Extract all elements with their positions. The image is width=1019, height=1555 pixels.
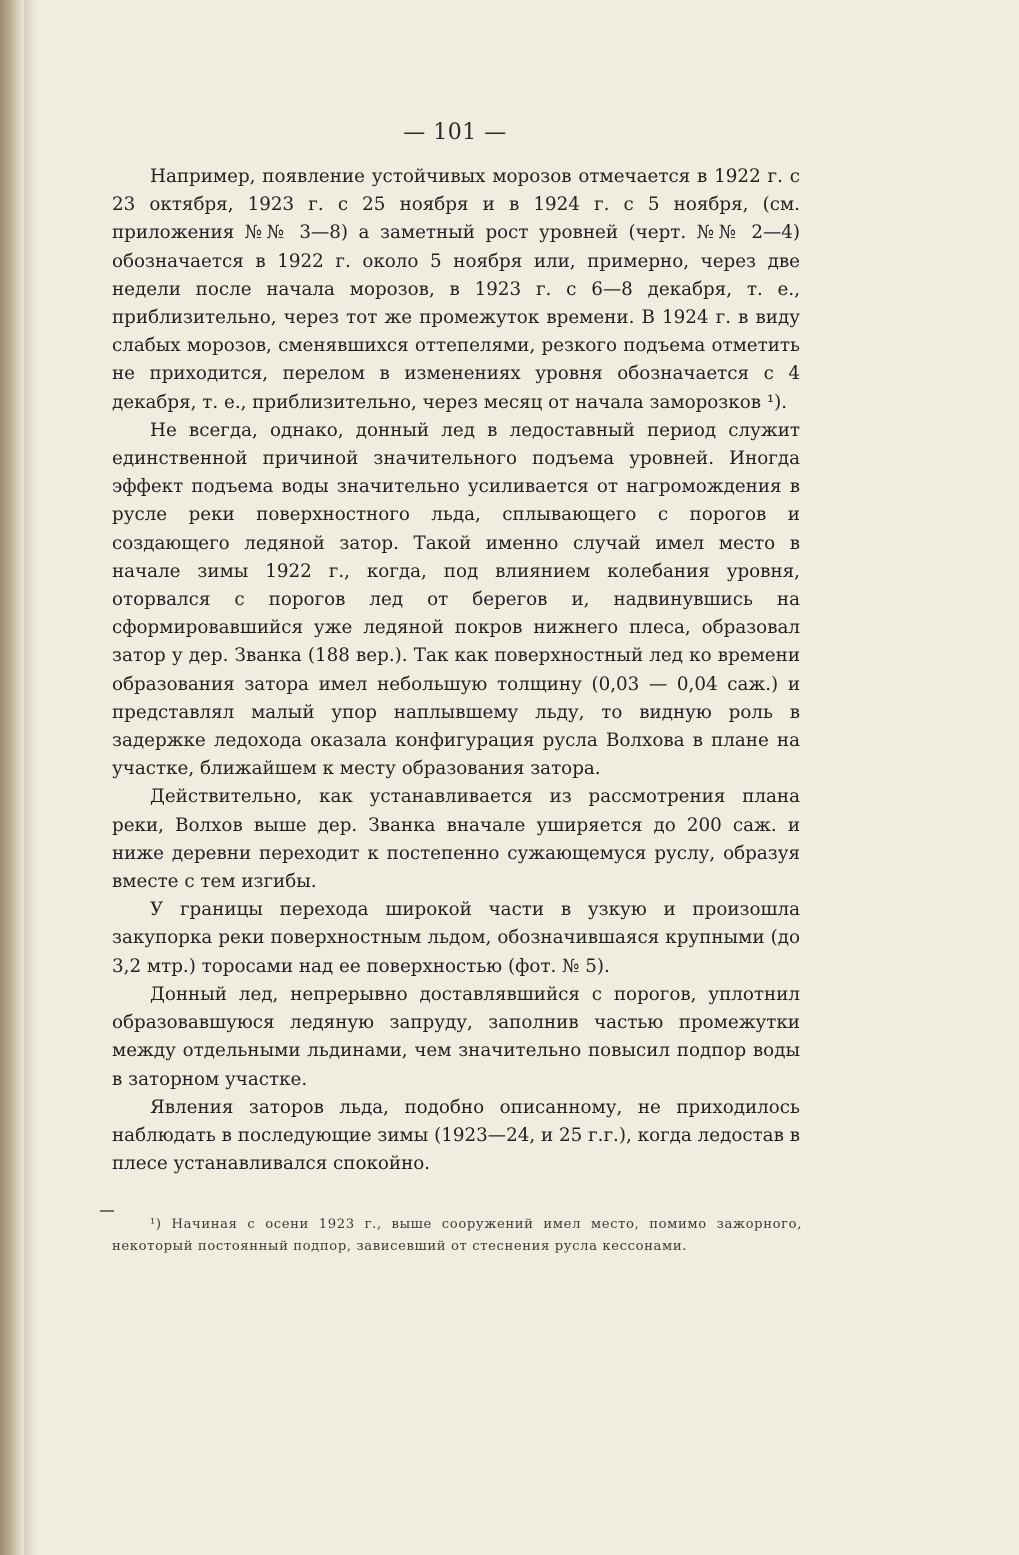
page-binding-shadow xyxy=(24,0,38,1555)
page-binding-edge xyxy=(0,0,24,1555)
paragraph-4: У границы перехода широкой части в узкую и произошла закупорка реки поверхностным льдом, обозначившаяся крупными (до 3,2 мтр.) торосами над ее поверхностью (фот. № 5). xyxy=(112,899,800,977)
paragraph-5: Донный лед, непрерывно доставлявшийся с порогов, уплотнил образовавшуюся ледяную запруду, заполнив частью промежутки между отдельными льдинами, чем значительно повысил подпор воды в заторном участке. xyxy=(112,983,800,1090)
paragraph-1: Например, появление устойчивых морозов отмечается в 1922 г. с 23 октября, 1923 г. с 25 ноября и в 1924 г. с 5 ноября, (см. приложения №№ 3—8) а заметный рост уровней (черт. №№ 2—4) обозначается в 1922 г. около 5 ноября или, примерно, через две недели после начала морозов, в 1923 г. с 6—8 декабря, т. е., приблизительно, через тот же промежуток времени. В 1924 г. в виду слабых морозов, сменявшихся оттепелями, резкого подъема отметить не приходится, перелом в изменениях уровня обозначается с 4 декабря, т. е., приблизительно, через месяц от начала заморозков ¹). xyxy=(112,166,800,413)
paragraph-3: Действительно, как устанавливается из рассмотрения плана реки, Волхов выше дер. Званка вначале уширяется до 200 саж. и ниже деревни переходит к постепенно сужающемуся руслу, образуя вместе с тем изгибы. xyxy=(112,786,800,893)
main-text xyxy=(112,163,800,1178)
footnote-separator xyxy=(100,1210,114,1212)
footnote: ¹) Начиная с осени 1923 г., выше сооружений имел место, помимо зажорного, некоторый постоянный подпор, зависевший от стеснения русла кессонами. xyxy=(112,1217,802,1254)
paragraph-2: Не всегда, однако, донный лед в ледоставный период служит единственной причиной значительного подъема уровней. Иногда эффект подъема воды значительно усиливается от нагромождения в русле реки поверхностного льда, сплывающего с порогов и создающего ледяной затор. Такой именно случай имел место в начале зимы 1922 г., когда, под влиянием колебания уровня, оторвался с порогов лед от берегов и, надвинувшись на сформировавшийся уже ледяной покров нижнего плеса, образовал затор у дер. Званка (188 вер.). Так как поверхностный лед ко времени образования затора имел небольшую толщину (0,03 — 0,04 саж.) и представлял малый упор наплывшему льду, то видную роль в задержке ледохода оказала конфигурация русла Волхова в плане на участке, ближайшем к месту образования затора. xyxy=(112,419,800,780)
paragraph-6: Явления заторов льда, подобно описанному, не приходилось наблюдать в последующие зимы (1923—24, и 25 г.г.), когда ледостав в плесе устанавливался спокойно. xyxy=(112,1096,800,1175)
page-number: — 101 — xyxy=(403,120,507,145)
